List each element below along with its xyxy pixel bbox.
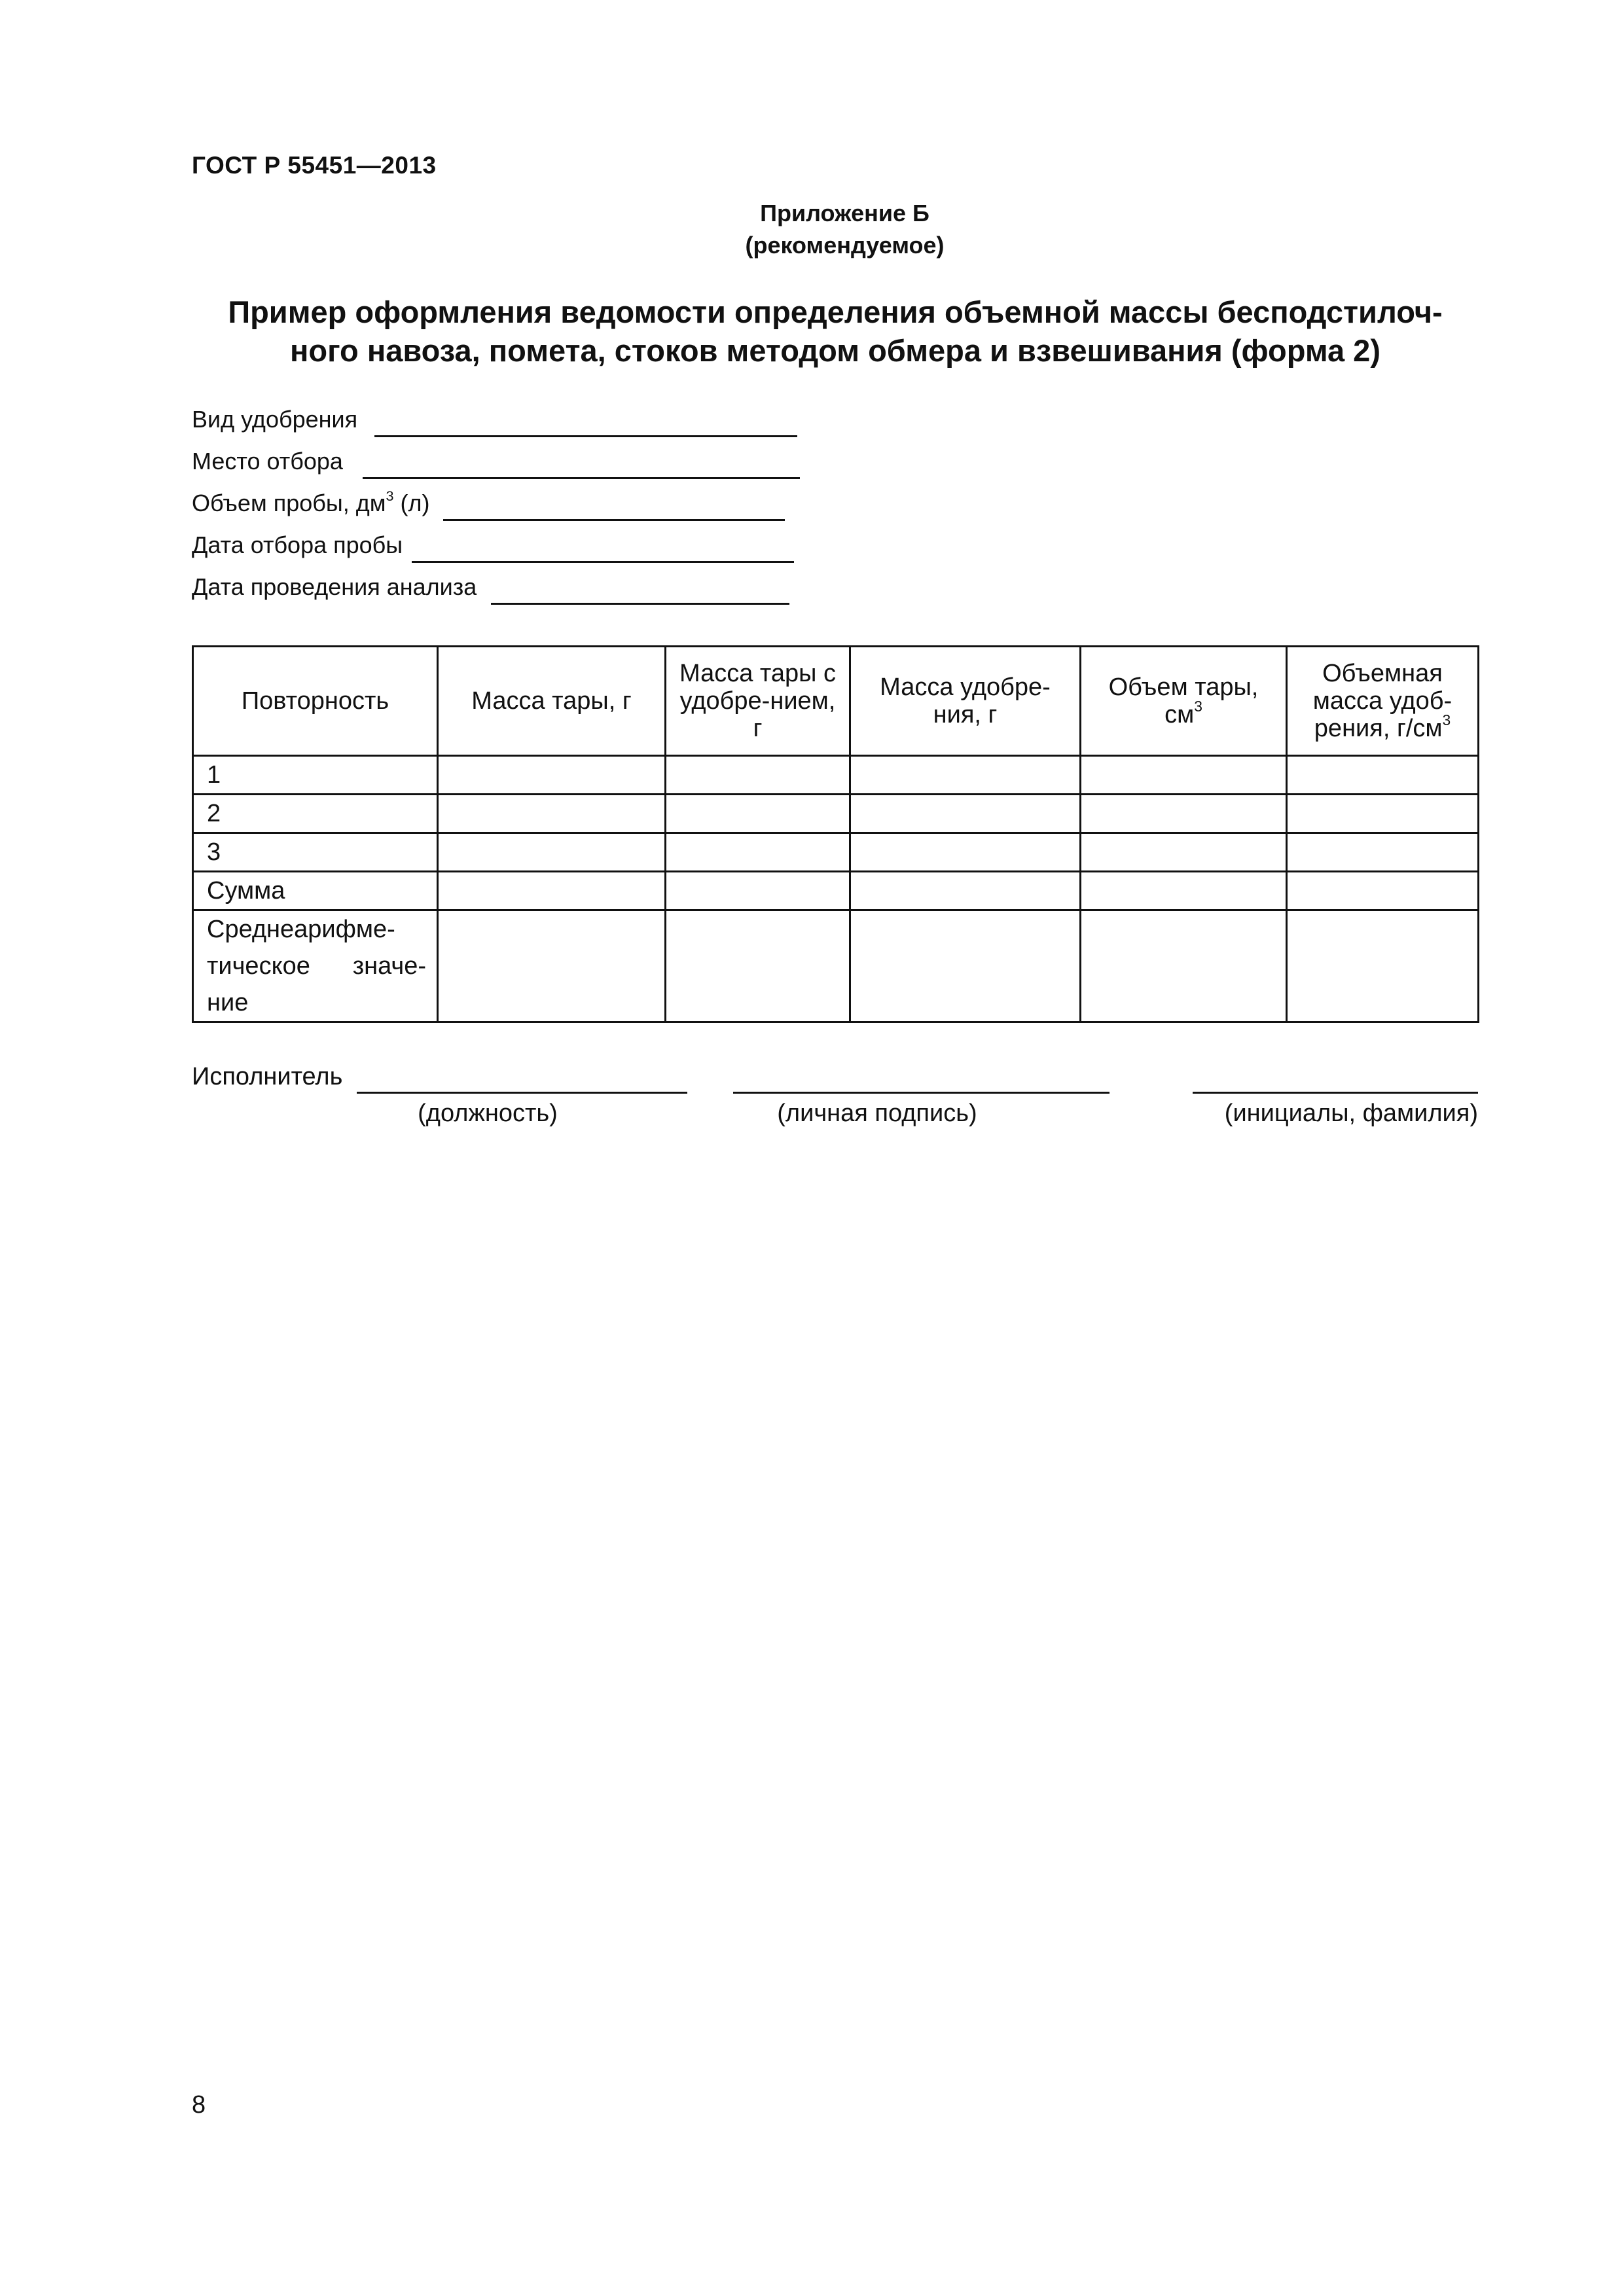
table-cell[interactable] <box>1287 795 1479 833</box>
analysis-date-field <box>192 572 789 605</box>
table-cell[interactable] <box>438 872 666 910</box>
fertilizer-type-label: Вид удобрения <box>192 406 358 433</box>
table-cell[interactable] <box>850 833 1081 872</box>
row-label: Сумма <box>193 872 438 910</box>
table-cell[interactable] <box>438 795 666 833</box>
header-bulk-density: Объемная масса удоб-рения, $г/см^3$ <box>1287 647 1479 756</box>
table-cell[interactable] <box>438 910 666 1022</box>
standard-code: ГОСТ Р 55451—2013 <box>192 152 437 179</box>
table-row <box>193 756 1479 795</box>
page-number: 8 <box>192 2091 206 2119</box>
sampling-place-field <box>192 446 800 479</box>
sampling-date-label: Дата отбора пробы <box>192 531 403 558</box>
table-cell[interactable] <box>1081 756 1287 795</box>
row-label: Среднеарифме-тическое значе-ние <box>193 910 438 1022</box>
table-cell[interactable] <box>1287 756 1479 795</box>
sampling-place-label: Место отбора <box>192 448 343 475</box>
table-cell[interactable] <box>438 833 666 872</box>
appendix-status: (рекомендуемое) <box>745 232 945 259</box>
table-cell[interactable] <box>666 756 850 795</box>
fertilizer-type-input-line[interactable] <box>374 406 797 437</box>
sample-volume-input-line[interactable] <box>443 490 785 521</box>
table-cell[interactable] <box>666 910 850 1022</box>
personal-signature-line[interactable] <box>733 1092 1110 1094</box>
document-title-line-2: ного навоза, помета, стоков методом обмера и взвешивания (форма 2) <box>290 333 1380 368</box>
table-row <box>193 872 1479 910</box>
analysis-date-input-line[interactable] <box>491 574 789 605</box>
sample-volume-field <box>192 488 785 521</box>
table-cell[interactable] <box>1081 910 1287 1022</box>
table-cell[interactable] <box>850 872 1081 910</box>
position-signature-line[interactable] <box>357 1092 687 1094</box>
measurement-table <box>192 645 1479 1023</box>
analysis-date-label: Дата проведения анализа <box>192 573 477 600</box>
name-signature-line[interactable] <box>1193 1092 1478 1094</box>
table-cell[interactable] <box>850 756 1081 795</box>
header-tare-volume: Объем тары, $см^3$ <box>1081 647 1287 756</box>
sample-volume-label: Объем пробы, $дм^3$ (л) <box>192 487 430 516</box>
table-cell[interactable] <box>850 910 1081 1022</box>
table-row <box>193 795 1479 833</box>
table-cell[interactable] <box>666 833 850 872</box>
table-cell[interactable] <box>666 795 850 833</box>
table-row <box>193 833 1479 872</box>
appendix-title: Приложение Б <box>760 200 929 226</box>
executor-label: Исполнитель <box>192 1063 343 1090</box>
row-label: 3 <box>193 833 438 872</box>
signature-caption: (личная подпись) <box>777 1100 977 1127</box>
row-label: 2 <box>193 795 438 833</box>
row-label: 1 <box>193 756 438 795</box>
table-cell[interactable] <box>1081 872 1287 910</box>
table-cell[interactable] <box>850 795 1081 833</box>
name-caption: (инициалы, фамилия) <box>1224 1100 1478 1127</box>
table-cell[interactable] <box>1287 833 1479 872</box>
table-cell[interactable] <box>1081 833 1287 872</box>
header-repetition: Повторность <box>193 647 438 756</box>
header-tare-mass: Масса тары, г <box>438 647 666 756</box>
position-caption: (должность) <box>418 1100 558 1127</box>
table-cell[interactable] <box>666 872 850 910</box>
table-cell[interactable] <box>1287 872 1479 910</box>
table-cell[interactable] <box>1287 910 1479 1022</box>
table-row <box>193 910 1479 1022</box>
table-cell[interactable] <box>438 756 666 795</box>
fertilizer-type-field <box>192 404 797 437</box>
header-fertilizer-mass: Масса удобре-ния, г <box>850 647 1081 756</box>
sampling-place-input-line[interactable] <box>363 448 800 479</box>
document-title <box>192 293 1479 370</box>
table-cell[interactable] <box>1081 795 1287 833</box>
sampling-date-field <box>192 530 794 563</box>
document-title-line-1: Пример оформления ведомости определения объемной массы бесподстилоч- <box>228 295 1443 329</box>
sampling-date-input-line[interactable] <box>412 532 794 563</box>
header-tare-with-fertilizer-mass: Масса тары с удобре-нием, г <box>666 647 850 756</box>
